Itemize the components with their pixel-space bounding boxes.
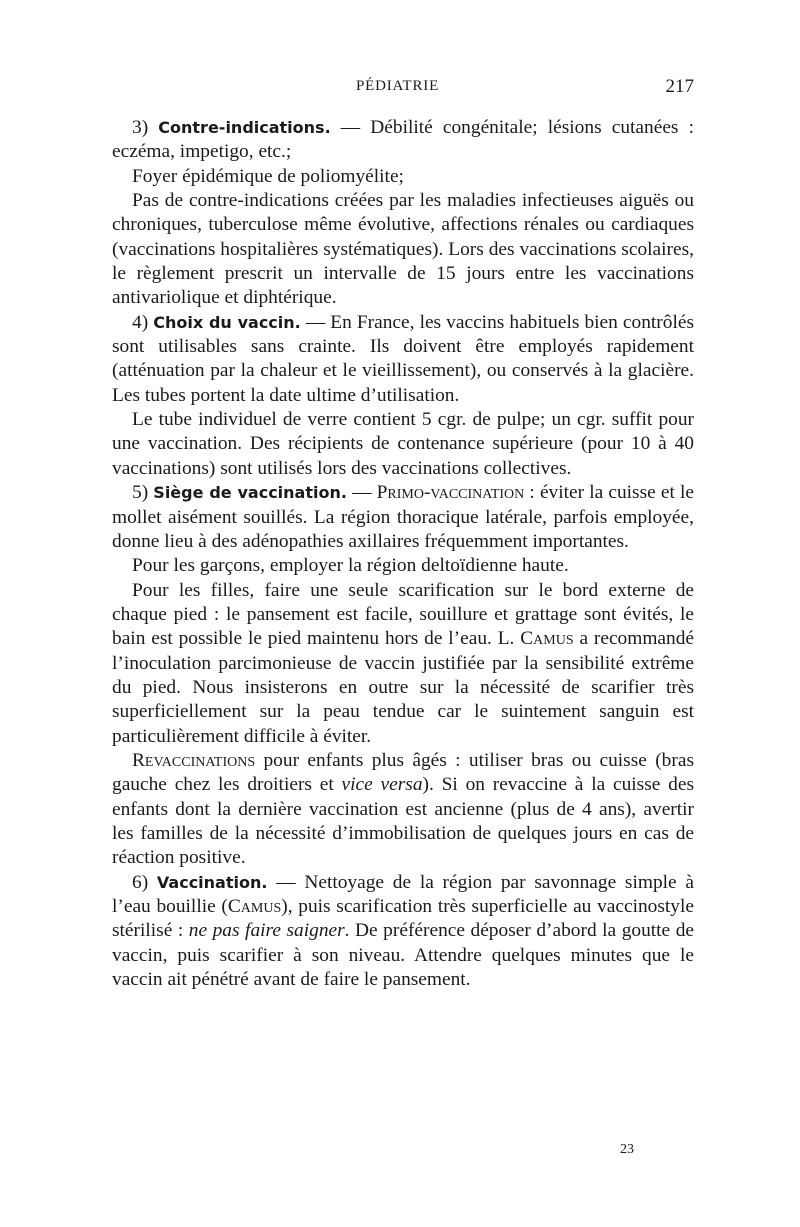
section-4-paragraph-2: Le tube individuel de verre contient 5 cgr. de pulpe; un cgr. suffit pour une vaccination. Des récipients de contenance supérieure (pour 10 à 40 vaccinations) sont utilisés lors des vaccinations collectives. <box>112 409 694 479</box>
signature-mark: 23 <box>620 1142 634 1157</box>
body-text <box>112 116 694 992</box>
page-number: 217 <box>665 76 694 97</box>
section-4-text: En France, les vaccins habituels bien contrôlés sont utilisables sans crainte. Ils doivent être employés rapidement (atténuation par la chaleur et le vieillissement), ou conservés à la glacière. Les tubes portent la date ultime d’utilisation. <box>112 311 694 406</box>
section-3-paragraph-3: Pas de contre-indications créées par les maladies infectieuses aiguës ou chroniques, tuberculose même évolutive, affections rénales ou cardiaques (vaccinations hospitalières systématiques). Lors des vaccinations scolaires, le règlement prescrit un intervalle de 15 jours entre les vaccinations antivariolique et diphtérique. <box>112 190 694 309</box>
author-camus: Camus <box>520 628 574 650</box>
section-3-heading: Contre-indications. <box>158 118 331 137</box>
section-6-heading: Vaccination. <box>156 872 268 892</box>
vice-versa-italic: vice versa <box>341 774 423 796</box>
section-5-number: 5) <box>132 482 149 504</box>
section-4-heading: Choix du vaccin. <box>153 312 301 332</box>
section-5-paragraph-4: Revaccinations pour enfants plus âgés : utiliser bras ou cuisse (bras gauche chez les droitiers et vice versa). Si on revaccine à la cuisse des enfants dont la dernière vaccination est ancienne (plus de 4 ans), avertir les familles de la nécessité d’immobilisation de quelques jours en cas de réaction positive. <box>112 749 694 869</box>
section-3-paragraph-2: Foyer épidémique de poliomyélite; <box>132 165 404 187</box>
section-5-paragraph-2: Pour les garçons, employer la région deltoïdienne haute. <box>132 555 569 577</box>
section-3-dash: — <box>330 117 371 138</box>
primo-vaccination-label: Primo-vaccination <box>376 482 525 504</box>
section-6-number: 6) <box>132 871 149 893</box>
section-3-number: 3) <box>132 117 149 138</box>
section-3-paragraph <box>112 116 694 165</box>
author-camus-2: Camus <box>227 896 282 917</box>
running-head: PÉDIATRIE <box>356 78 440 94</box>
revaccinations-label: Revaccinations <box>132 749 256 771</box>
section-6-paragraph: 6) Vaccination. — Nettoyage de la région par savonnage simple à l’eau bouillie (Camus), puis scarification très superficielle au vaccinostyle stérilisé : ne pas faire saigner. De préférence déposer d’abord la goutte de vaccin, puis scarifier à son niveau. Attendre quelques minutes que le vaccin ait pénétré avant de faire le pansement. <box>112 871 694 991</box>
section-5-text: : éviter la cuisse et le mollet aisément souillés. La région thoracique latérale, parfois employée, donne lieu à des adénopathies axillaires fréquemment importantes. <box>112 482 695 552</box>
section-6-dash: — <box>267 871 305 893</box>
section-3-text: Débilité congénitale; lésions cutanées : eczéma, impetigo, etc.; <box>112 117 694 163</box>
section-4-number: 4) <box>132 311 149 333</box>
section-5-paragraph <box>112 481 694 554</box>
section-5-heading: Siège de vaccination. <box>153 483 347 503</box>
ne-pas-faire-saigner-italic: ne pas faire saigner <box>188 920 345 942</box>
section-4-dash: — <box>300 311 331 333</box>
section-5-dash: — <box>346 482 377 504</box>
page-header <box>112 76 694 100</box>
section-4-paragraph <box>112 311 694 408</box>
section-5-paragraph-3: Pour les filles, faire une seule scarification sur le bord externe de chaque pied : le pansement est facile, souillure et grattage sont évités, le bain est possible le pied maintenu hors de l’eau. L. Camus a recommandé l’inoculation parcimonieuse de vaccin justifiée par la sensibilité extrême du pied. Nous insisterons en outre sur la nécessité de scarifier très superficiellement sur la peau tendue car le suintement sanguin est particulièrement difficile à éviter. <box>112 579 695 747</box>
